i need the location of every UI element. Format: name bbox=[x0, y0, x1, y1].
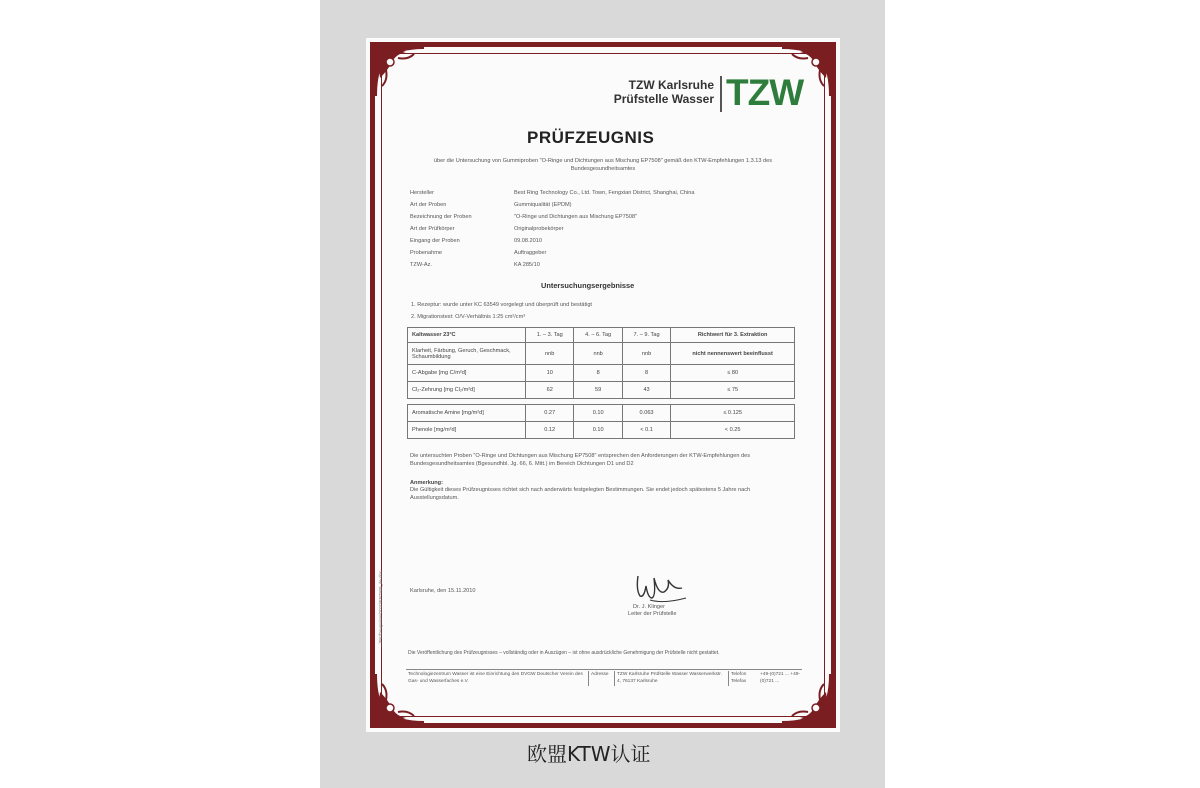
table-header-cell: Kaltwasser 23°C bbox=[408, 328, 526, 343]
logo-divider bbox=[720, 76, 722, 112]
legal-notice: Die Veröffentlichung des Prüfzeugnisses – vollständig oder in Auszügen – ist ohne ausdrückliche Genehmigung der Prüfstelle nicht gestattet. bbox=[408, 650, 720, 656]
meta-label: Art der Proben bbox=[410, 202, 447, 208]
table-cell: Klarheit, Färbung, Geruch, Geschmack, Schaumbildung bbox=[408, 343, 526, 365]
meta-label: Eingang der Proben bbox=[410, 238, 460, 244]
footer-separator bbox=[728, 671, 729, 686]
institute-name-line2: Prüfstelle Wasser bbox=[613, 92, 714, 106]
footer-organisation: Technologiezentrum Wasser ist eine Einrichtung des DVGW Deutscher Verein des Gas- und Wasserfaches e.V. bbox=[408, 672, 583, 684]
table-cell: 59 bbox=[574, 382, 622, 399]
table-row bbox=[408, 405, 795, 422]
place-and-date: Karlsruhe, den 15.11.2010 bbox=[410, 588, 476, 594]
table-header-cell: 7. – 9. Tag bbox=[622, 328, 670, 343]
table-cell: Aromatische Amine [mg/m²d] bbox=[408, 405, 526, 422]
meta-value: Best Ring Technology Co., Ltd. Town, Fengxian District, Shanghai, China bbox=[514, 190, 695, 196]
institute-name bbox=[596, 78, 714, 106]
table-cell: ≤ 0.125 bbox=[671, 405, 795, 422]
table-cell: C-Abgabe [mg C/m²d] bbox=[408, 365, 526, 382]
institute-name-line1: TZW Karlsruhe bbox=[628, 78, 714, 92]
table-cell: 8 bbox=[622, 365, 670, 382]
footer-phone: +49-(0)721 ... +49-(0)721 ... bbox=[760, 672, 800, 684]
meta-value: Auftraggeber bbox=[514, 250, 547, 256]
table-row bbox=[408, 422, 795, 439]
table-header-cell: Richtwert für 3. Extraktion bbox=[671, 328, 795, 343]
table-cell: nicht nennenswert beeinflusst bbox=[671, 343, 795, 365]
table-cell: 8 bbox=[574, 365, 622, 382]
footer-divider bbox=[406, 669, 802, 670]
note-heading: Anmerkung: bbox=[410, 480, 443, 486]
tzw-logo: TZW bbox=[726, 72, 804, 113]
table-cell: 43 bbox=[622, 382, 670, 399]
meta-label: Probenahme bbox=[410, 250, 443, 256]
image-caption: 欧盟KTW认证 bbox=[527, 742, 651, 766]
signer-role: Leiter der Prüfstelle bbox=[628, 611, 677, 617]
table-cell: nnb bbox=[622, 343, 670, 365]
table-cell: 0.27 bbox=[526, 405, 574, 422]
meta-label: Hersteller bbox=[410, 190, 434, 196]
vertical-file-path: ...\Prüfzeugnisse\2010\EP7508_de.doc bbox=[378, 570, 383, 647]
table-cell: < 0.1 bbox=[622, 422, 670, 439]
conclusion-text: Die untersuchten Proben "O-Ringe und Dichtungen aus Mischung EP7508" entsprechen den Anforderungen der KTW-Empfehlungen des Bundesgesundheitsamtes (Bgesundhbl. Jg. 66, 6. Mitt.) im Bereich Dichtungen D1 und D2 bbox=[410, 453, 751, 467]
table-cell: Phenole [mg/m²d] bbox=[408, 422, 526, 439]
table-cell: 0.10 bbox=[574, 405, 622, 422]
table-header-cell: 1. – 3. Tag bbox=[526, 328, 574, 343]
table-cell: ≤ 75 bbox=[671, 382, 795, 399]
meta-label: Art der Prüfkörper bbox=[410, 226, 455, 232]
table-cell: nnb bbox=[526, 343, 574, 365]
table-row bbox=[408, 365, 795, 382]
document-intro: über die Untersuchung von Gummiproben "O-Ringe und Dichtungen aus Mischung EP7508" gemäß den KTW-Empfehlungen 1.3.13 des Bundesgesundheitsamtes bbox=[433, 158, 773, 172]
table-header-row bbox=[408, 328, 795, 343]
meta-value: 09.08.2010 bbox=[514, 238, 542, 244]
table-cell: 0.063 bbox=[622, 405, 670, 422]
footer-phone-label: Telefon Telefax bbox=[731, 672, 747, 684]
note-text: Die Gültigkeit dieses Prüfzeugnisses richtet sich nach anderwärts festgelegten Bestimmungen. Sie endet jedoch spätestens 5 Jahre nach Ausstellungsdatum. bbox=[410, 487, 751, 501]
table-header-cell: 4. – 6. Tag bbox=[574, 328, 622, 343]
results-paragraph-1: 1. Rezeptur: wurde unter KC 63549 vorgelegt und überprüft und bestätigt bbox=[411, 302, 592, 308]
meta-label: TZW-Az. bbox=[410, 262, 432, 268]
results-heading: Untersuchungsergebnisse bbox=[541, 281, 635, 290]
table-row bbox=[408, 382, 795, 399]
table-cell: 0.10 bbox=[574, 422, 622, 439]
table-cell: ≤ 80 bbox=[671, 365, 795, 382]
meta-value: Originalprobekörper bbox=[514, 226, 564, 232]
signer-name: Dr. J. Klinger bbox=[633, 604, 666, 610]
table-cell: 0.12 bbox=[526, 422, 574, 439]
table-cell: 10 bbox=[526, 365, 574, 382]
table-cell: < 0.25 bbox=[671, 422, 795, 439]
meta-label: Bezeichnung der Proben bbox=[410, 214, 472, 220]
table-cell: nnb bbox=[574, 343, 622, 365]
footer-address: TZW Karlsruhe Prüfstelle Wasser Wasserwerkstr. 4, 76137 Karlsruhe bbox=[617, 672, 722, 684]
meta-value: Gummiqualität (EPDM) bbox=[514, 202, 572, 208]
footer-address-label: Adresse bbox=[591, 672, 609, 677]
footer-separator bbox=[614, 671, 615, 686]
footer-separator bbox=[588, 671, 589, 686]
meta-value: "O-Ringe und Dichtungen aus Mischung EP7508" bbox=[514, 214, 638, 220]
document-title: PRÜFZEUGNIS bbox=[527, 128, 655, 147]
meta-value: KA 285/10 bbox=[514, 262, 540, 268]
results-paragraph-2: 2. Migrationstest: O/V-Verhältnis 1:25 cm²/cm³ bbox=[411, 314, 526, 320]
corner-ornament-icon bbox=[368, 40, 428, 100]
results-table bbox=[407, 327, 795, 439]
table-cell: Cl₂-Zehrung [mg Cl₂/m²d] bbox=[408, 382, 526, 399]
table-cell: 62 bbox=[526, 382, 574, 399]
table-row bbox=[408, 343, 795, 365]
